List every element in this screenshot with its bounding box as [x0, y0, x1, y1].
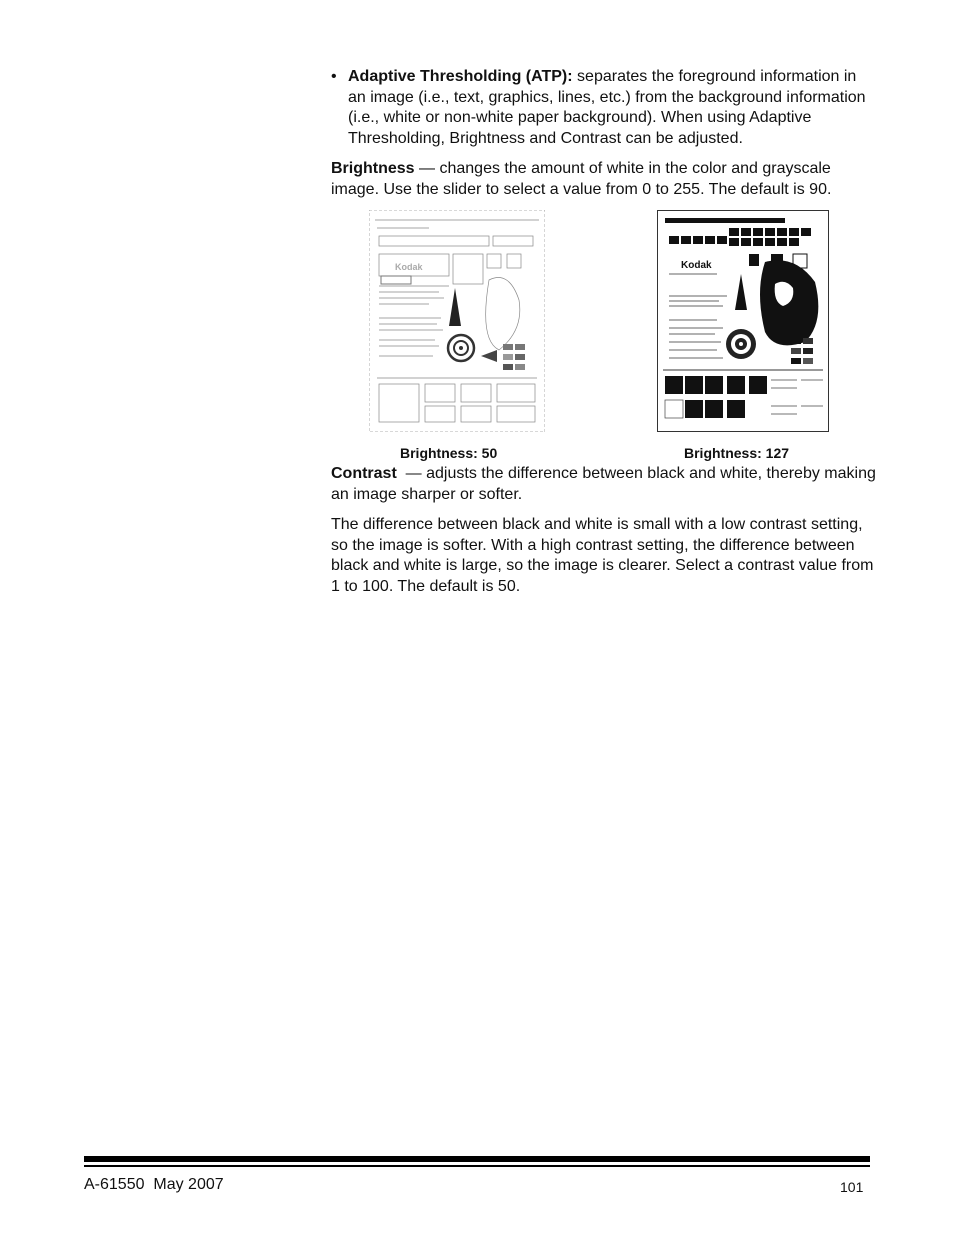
- brightness-figures: [331, 210, 876, 460]
- footer-rule-thick: [84, 1156, 870, 1162]
- bullet-marker: •: [331, 68, 337, 85]
- contrast-description: — adjusts the difference between black and white, thereby making an image sharper or softer.: [331, 465, 881, 503]
- caption-brightness-50: Brightness: 50: [400, 445, 498, 461]
- brightness-50-image: [369, 210, 545, 432]
- atp-term: Adaptive Thresholding (ATP):: [348, 68, 573, 85]
- atp-description: separates the foreground information in an image (i.e., text, graphics, lines, etc.) from the background information (i.e., white or non-white paper background). When using Adaptive Thresholding, Brightness and Contrast can be adjusted.: [348, 68, 866, 147]
- page-content: [331, 67, 881, 607]
- contrast-detail-paragraph: The difference between black and white is small with a low contrast setting, so the image is softer. With a high contrast setting, the difference between black and white is large, so the image is clearer. Select a contrast value from 1 to 100. The default is 50.: [331, 516, 874, 595]
- brightness-term: Brightness: [331, 160, 415, 177]
- footer-doc-id: A-61550 May 2007: [84, 1176, 224, 1193]
- caption-brightness-127: Brightness: 127: [684, 445, 790, 461]
- brightness-127-image: [657, 210, 829, 432]
- contrast-term: Contrast: [331, 465, 397, 482]
- contrast-paragraph: [331, 464, 881, 505]
- brightness-description: — changes the amount of white in the color and grayscale image. Use the slider to select a value from 0 to 255. The default is 90.: [331, 160, 832, 198]
- test-target-light-image: [369, 210, 545, 432]
- atp-bullet: [331, 67, 876, 149]
- test-target-dark-image: [657, 210, 829, 432]
- kodak-logo-light: Kodak: [395, 262, 423, 272]
- brightness-paragraph: [331, 159, 876, 200]
- kodak-logo-dark: Kodak: [681, 260, 712, 271]
- footer-page-number: 101: [840, 1179, 864, 1195]
- footer-rule-thin: [84, 1165, 870, 1167]
